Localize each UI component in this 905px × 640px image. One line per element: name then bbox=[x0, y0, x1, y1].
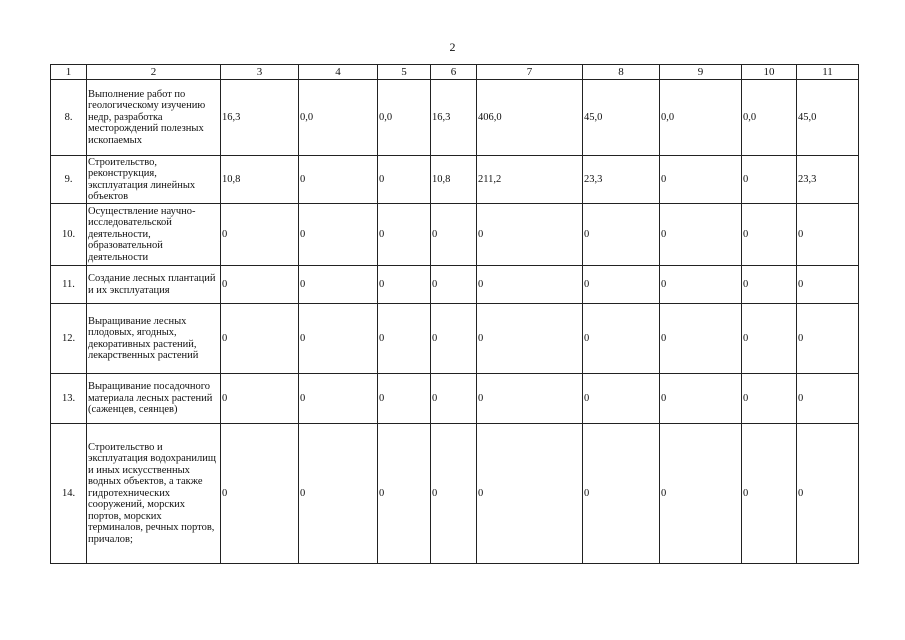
column-header: 4 bbox=[299, 65, 378, 80]
row-description: Выращивание лесных плодовых, ягодных, декоративных растений, лекарственных растений bbox=[87, 304, 221, 374]
table-cell: 0 bbox=[477, 266, 583, 304]
table-cell: 0 bbox=[660, 374, 742, 424]
table-cell: 0 bbox=[742, 156, 797, 204]
row-description: Строительство, реконструкция, эксплуатация линейных объектов bbox=[87, 156, 221, 204]
table-cell: 0 bbox=[742, 304, 797, 374]
table-cell: 0 bbox=[797, 424, 859, 564]
table-cell: 0 bbox=[583, 304, 660, 374]
table-cell: 0,0 bbox=[660, 80, 742, 156]
table-cell: 23,3 bbox=[583, 156, 660, 204]
table-cell: 0 bbox=[583, 374, 660, 424]
row-number: 8. bbox=[51, 80, 87, 156]
table-cell: 16,3 bbox=[431, 80, 477, 156]
table-cell: 0 bbox=[221, 266, 299, 304]
table-cell: 0 bbox=[431, 204, 477, 266]
column-header: 5 bbox=[378, 65, 431, 80]
table-cell: 0 bbox=[742, 266, 797, 304]
table-cell: 0 bbox=[583, 204, 660, 266]
table-cell: 0 bbox=[299, 266, 378, 304]
table-row bbox=[51, 80, 859, 156]
column-number-row bbox=[51, 65, 859, 80]
table-cell: 0,0 bbox=[378, 80, 431, 156]
table-cell: 0 bbox=[660, 266, 742, 304]
table-cell: 0 bbox=[797, 304, 859, 374]
table-cell: 211,2 bbox=[477, 156, 583, 204]
table-cell: 406,0 bbox=[477, 80, 583, 156]
table-cell: 0 bbox=[477, 304, 583, 374]
table-cell: 0 bbox=[299, 204, 378, 266]
column-header: 10 bbox=[742, 65, 797, 80]
column-header: 3 bbox=[221, 65, 299, 80]
table-cell: 0 bbox=[378, 374, 431, 424]
column-header: 2 bbox=[87, 65, 221, 80]
table-cell: 45,0 bbox=[583, 80, 660, 156]
column-header: 11 bbox=[797, 65, 859, 80]
table-cell: 0 bbox=[477, 204, 583, 266]
row-number: 11. bbox=[51, 266, 87, 304]
table-cell: 0 bbox=[742, 204, 797, 266]
table-cell: 0 bbox=[221, 304, 299, 374]
table-row bbox=[51, 266, 859, 304]
table-cell: 0 bbox=[431, 424, 477, 564]
table-cell: 0 bbox=[431, 266, 477, 304]
table-cell: 0 bbox=[583, 266, 660, 304]
table-cell: 0 bbox=[477, 424, 583, 564]
row-number: 13. bbox=[51, 374, 87, 424]
table-cell: 10,8 bbox=[431, 156, 477, 204]
table-cell: 0 bbox=[797, 266, 859, 304]
row-number: 12. bbox=[51, 304, 87, 374]
table-cell: 0 bbox=[797, 204, 859, 266]
table-cell: 0 bbox=[378, 204, 431, 266]
table-cell: 0,0 bbox=[299, 80, 378, 156]
page-number: 2 bbox=[449, 40, 456, 54]
row-number: 9. bbox=[51, 156, 87, 204]
table-cell: 0 bbox=[477, 374, 583, 424]
table-row bbox=[51, 304, 859, 374]
column-header: 7 bbox=[477, 65, 583, 80]
table-cell: 23,3 bbox=[797, 156, 859, 204]
column-header: 8 bbox=[583, 65, 660, 80]
table-cell: 0 bbox=[660, 204, 742, 266]
table-cell: 0 bbox=[299, 374, 378, 424]
row-number: 10. bbox=[51, 204, 87, 266]
table-cell: 45,0 bbox=[797, 80, 859, 156]
column-header: 1 bbox=[51, 65, 87, 80]
table-cell: 0 bbox=[660, 424, 742, 564]
row-description: Создание лесных плантаций и их эксплуатация bbox=[87, 266, 221, 304]
table-cell: 0 bbox=[221, 204, 299, 266]
row-description: Выращивание посадочного материала лесных растений (саженцев, сеянцев) bbox=[87, 374, 221, 424]
table-cell: 0 bbox=[299, 156, 378, 204]
table-cell: 0 bbox=[378, 156, 431, 204]
table-cell: 0 bbox=[378, 266, 431, 304]
table-cell: 0 bbox=[660, 156, 742, 204]
table-cell: 0 bbox=[742, 374, 797, 424]
table-cell: 0 bbox=[797, 374, 859, 424]
table-row bbox=[51, 374, 859, 424]
table-cell: 0 bbox=[583, 424, 660, 564]
table-row bbox=[51, 424, 859, 564]
table-cell: 0 bbox=[221, 374, 299, 424]
row-description: Осуществление научно-исследовательской деятельности, образовательной деятельности bbox=[87, 204, 221, 266]
table-cell: 0 bbox=[299, 424, 378, 564]
table-cell: 0 bbox=[660, 304, 742, 374]
table-cell: 0 bbox=[742, 424, 797, 564]
table-cell: 16,3 bbox=[221, 80, 299, 156]
table-cell: 0 bbox=[431, 304, 477, 374]
table-cell: 0 bbox=[378, 424, 431, 564]
row-description: Выполнение работ по геологическому изучению недр, разработка месторождений полезных ископаемых bbox=[87, 80, 221, 156]
table-cell: 0,0 bbox=[742, 80, 797, 156]
data-table bbox=[50, 64, 859, 564]
table-cell: 0 bbox=[221, 424, 299, 564]
table-row bbox=[51, 156, 859, 204]
table-cell: 10,8 bbox=[221, 156, 299, 204]
table-cell: 0 bbox=[378, 304, 431, 374]
row-number: 14. bbox=[51, 424, 87, 564]
table-cell: 0 bbox=[299, 304, 378, 374]
column-header: 9 bbox=[660, 65, 742, 80]
row-description: Строительство и эксплуатация водохранилищ и иных искусственных водных объектов, а также гидротехнических сооружений, морских портов, морских терминалов, речных портов, причалов; bbox=[87, 424, 221, 564]
table-cell: 0 bbox=[431, 374, 477, 424]
table-row bbox=[51, 204, 859, 266]
column-header: 6 bbox=[431, 65, 477, 80]
